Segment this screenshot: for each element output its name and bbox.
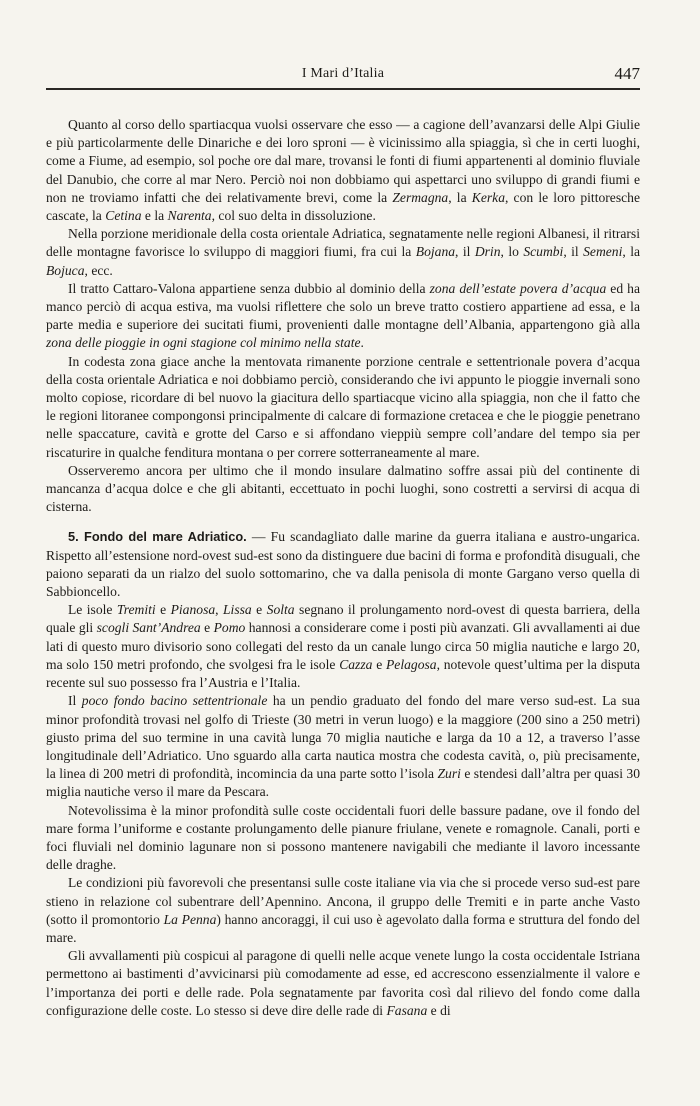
paragraph: In codesta zona giace anche la mentovata rimanente porzione centrale e settentrionale povera d’acqua della costa orientale Adriatica e noi dobbiamo perciò, considerando che ivi appunto le pioggie invernali sono molto copiose, ricordare di bel nuovo la giacitura dello spartiacque vicino alla spiaggia, non che il fatto che le regioni litoranee compongonsi principalmente di calcare di formazione cretacea e che le pioggie penetrano nelle spaccature, cavità e grotte del Carso e si affondano vieppiù sempre coll’andare del tempo sia per riscaturire in qualche fenditura montana o per correre sotterraneamente al mare. <box>46 353 640 460</box>
paragraph: Le isole Tremiti e Pianosa, Lissa e Solta segnano il prolungamento nord-ovest di questa barriera, della quale gli scogli Sant’Andrea e Pomo hannosi a considerare come i posti più avanzati. Gli avvallamenti ai due lati di questo muro divisorio sono collegati del resto da un canale lungo circa 50 miglia nautiche e largo 20, ma solo 150 metri profondo, che svolgesi fra le isole Cazza e Pelagosa, notevole quest’ultima per la disputa recente sul suo possesso fra l’Austria e l’Italia. <box>46 602 641 691</box>
paragraph: Il poco fondo bacino settentrionale ha un pendio graduato del fondo del mare verso sud-est. La sua minor profondità trovasi nel golfo di Trieste (30 metri in verun luogo) e la maggiore (200 sino a 250 metri) giusto prima del suo termine in una cavità lunga 70 miglia nautiche e larga da 10 a 12, a traverso l’asse longitudinale dell’Adriatico. Uno sguardo alla carta nautica mostra che codesta cavità, o, più precisamente, la linea di 200 metri di profondità, incomincia da una parte sotto l’isola Zuri e stendesi dall’altra per quasi 30 miglia nautiche verso il mare da Pescara. <box>46 693 641 800</box>
section-paragraph: 5. Fondo del mare Adriatico. — Fu scandagliato dalle marine da guerra italiana e austro-ungarica. Rispetto all’estensione nord-ovest sud-est sono da distinguere due bacini di forma e profondità disuguali, che paiono separati da un rialzo del suolo sottomarino, che va dalla penisola di monte Gargano verso quella di Sabbioncello. <box>46 529 640 600</box>
paragraph: Nella porzione meridionale della costa orientale Adriatica, segnatamente nelle regioni Albanesi, il ritrarsi delle montagne favorisce lo sviluppo di maggiori fiumi, fra cui la Bojana, il Drin, lo Scumbi, il Semeni, la Bojuca, ecc. <box>46 226 641 278</box>
paragraph: Osserveremo ancora per ultimo che il mondo insulare dalmatino soffre assai più del continente di mancanza d’acqua dolce e che gli abitanti, eccettuato in pochi luoghi, sono costretti a servirsi di acqua di cisterna. <box>46 462 640 515</box>
paragraph: Le condizioni più favorevoli che presentansi sulle coste italiane via via che si procede verso sud-est pare stieno in relazione col subentrare dell’Apennino. Ancona, il gruppo delle Tremiti e in parte anche Vasto (sotto il promontorio La Penna) hanno ancoraggi, il cui uso è agevolato dalla forma e struttura del fondo del mare. <box>46 875 640 945</box>
section-heading: 5. Fondo del mare Adriatico. <box>68 529 247 545</box>
running-title: I Mari d’Italia <box>301 66 385 81</box>
paragraph: Il tratto Cattaro-Valona appartiene senza dubbio al dominio della zona dell’estate povera d’acqua ed ha manco perciò di acqua estiva, ma vuolsi riflettere che solo un breve tratto costiero appartiene ad essa, e la parte media e superiore dei sucitati fiumi, provenienti dalle montagne dell’Albania, appartengono già alla zona delle pioggie in ogni stagione col minimo nella state. <box>46 280 640 351</box>
body-text <box>46 116 640 1020</box>
page-header <box>46 64 640 90</box>
paragraph: Notevolissima è la minor profondità sulle coste occidentali fuori delle bassure padane, ove il fondo del mare forma l’uniforme e costante prolungamento delle pianure friulane, venete e romagnole. Canali, porti e foci fluviali nel dominio lagunare non si possono mantenere navigabili che mediante il lavoro incessante delle draghe. <box>46 802 640 873</box>
page-number: 447 <box>614 64 640 83</box>
paragraph: Gli avvallamenti più cospicui al paragone di quelli nelle acque venete lungo la costa occidentale Istriana permettono ai bastimenti d’avvicinarsi più comodamente ad esse, ed accrescono essenzialmente il valore e l’importanza dei porti e delle rade. Pola segnatamente par favorita così dal rilievo del fondo come dalla configurazione delle coste. Lo stesso si deve dire delle rade di Fasana e di <box>46 948 640 1018</box>
paragraph: Quanto al corso dello spartiacqua vuolsi osservare che esso — a cagione dell’avanzarsi delle Alpi Giulie e più particolarmente delle Dinariche e dei loro sproni — è vicinissimo alla spiaggia, sì che in certi luoghi, come a Fiume, ad esempio, sol poche ore dal mare, trovansi le fonti di fiumi appartenenti al dominio fluviale del Danubio, che corre al mar Nero. Perciò noi non dobbiamo qui aspettarci uno sviluppo di grandi fiumi e non ne troviamo infatti che dei relativamente brevi, come la Zermagna, la Kerka, con le loro pittoresche cascate, la Cetina e la Narenta, col suo delta in dissoluzione. <box>46 117 640 224</box>
